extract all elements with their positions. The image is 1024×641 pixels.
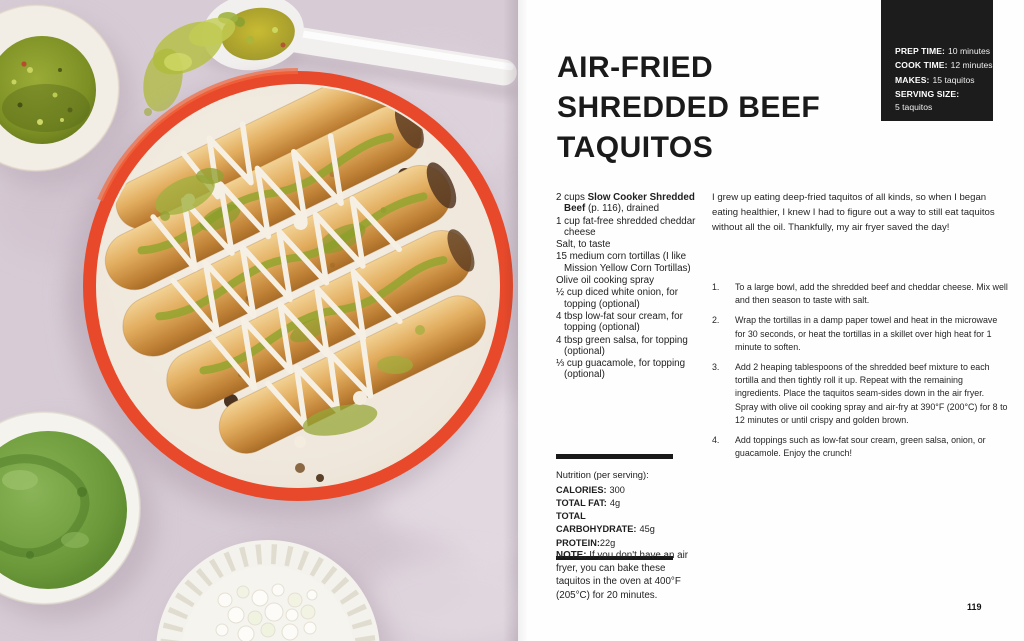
step-number: 2. [712,315,720,326]
ingredients-list [556,192,708,382]
ingredient-item: ½ cup diced white onion, for topping (optional) [556,287,678,310]
makes-value: 15 taquitos [932,74,975,85]
info-box [881,0,993,121]
step-number: 4. [712,435,720,446]
makes-label: MAKES: [895,74,930,85]
ingredient-item: 4 tbsp low-fat sour cream, for topping (optional) [556,310,683,334]
instruction-step [712,434,1008,460]
instruction-step [712,281,1008,307]
title-line-1: AIR-FRIED [557,51,714,84]
ingredient-item: 2 cups Slow Cooker Shredded Beef (p. 116), drained [556,192,695,215]
info-row-makes [895,73,985,87]
nutrition-heading: Nutrition (per serving): [556,468,649,480]
recipe-note [556,549,692,602]
recipe-page [518,0,1024,641]
nutrition-rows [556,484,673,550]
instruction-step [712,361,1008,427]
nutrition-row-protein: PROTEIN:22g [556,537,616,548]
nutrition-row-fat: TOTAL FAT: 4g [556,497,621,508]
step-text: Wrap the tortillas in a damp paper towel and heat in the microwave for 30 seconds, or heat the tortillas in a skillet over high heat for 1 minute to soften. [735,315,998,352]
ingredient-item: Olive oil cooking spray [556,275,655,287]
serving-size-label: SERVING SIZE: [895,89,960,100]
divider-bar-top [556,454,673,459]
ingredient-item: 1 cup fat-free shredded cheddar cheese [556,215,696,238]
prep-time-label: PREP TIME: [895,46,946,56]
ingredient-item: 4 tbsp green salsa, for topping (optional) [556,334,688,357]
page-number: 119 [967,602,982,612]
info-row-serving [895,87,985,112]
note-text: If you don't have an air fryer, you can bake these taquitos in the oven at 400°F (205°C) for 20 minutes. [556,550,689,601]
step-text: Add toppings such as low-fat sour cream, green salsa, onion, or guacamole. Enjoy the crunch! [735,435,986,459]
cook-time-label: COOK TIME: [895,60,948,71]
ingredient-item: 15 medium corn tortillas (I like Mission Yellow Corn Tortillas) [556,251,691,274]
note-label: NOTE: [556,550,587,561]
info-row-cook [895,58,993,72]
step-number: 3. [712,362,720,373]
nutrition-row-carbohydrate: TOTAL CARBOHYDRATE: 45g [556,511,655,535]
page-gutter [503,0,518,641]
recipe-intro: I grew up eating deep-fried taquitos of all kinds, so when I began eating healthier, I knew I had to figure out a way to still eat taquitos without all the oil. Thankfully, my air fryer saved the day! [712,192,995,234]
title-line-3: TAQUITOS [557,131,714,164]
info-row-prep [895,44,991,58]
serving-size-value: 5 taquitos [895,101,933,112]
title-line-2: SHREDDED BEEF [557,91,821,124]
nutrition-row-calories: CALORIES: 300 [556,484,625,495]
step-text: Add 2 heaping tablespoons of the shredded beef mixture to each tortilla and then tightly roll it up. Repeat with the remaining ingredients. Place the taquitos seam-sides down in the air fryer. Spray with olive oil cooking spray and air-fry at 390°F (200°C) for 8 to 12 minutes or until crispy and golden brown. [735,362,1008,425]
step-text: To a large bowl, add the shredded beef and cheddar cheese. Mix well and then season to taste with salt. [735,282,1008,306]
step-number: 1. [712,282,720,292]
instruction-step [712,314,1008,354]
cook-time-value: 12 minutes [950,60,993,71]
prep-time-value: 10 minutes [948,46,991,56]
recipe-title [557,48,877,168]
instructions-list [712,281,1008,467]
nutrition-panel [556,454,673,560]
ingredient-item: ⅓ cup guacamole, for topping (optional) [556,358,686,381]
ingredient-item: Salt, to taste [556,239,611,251]
